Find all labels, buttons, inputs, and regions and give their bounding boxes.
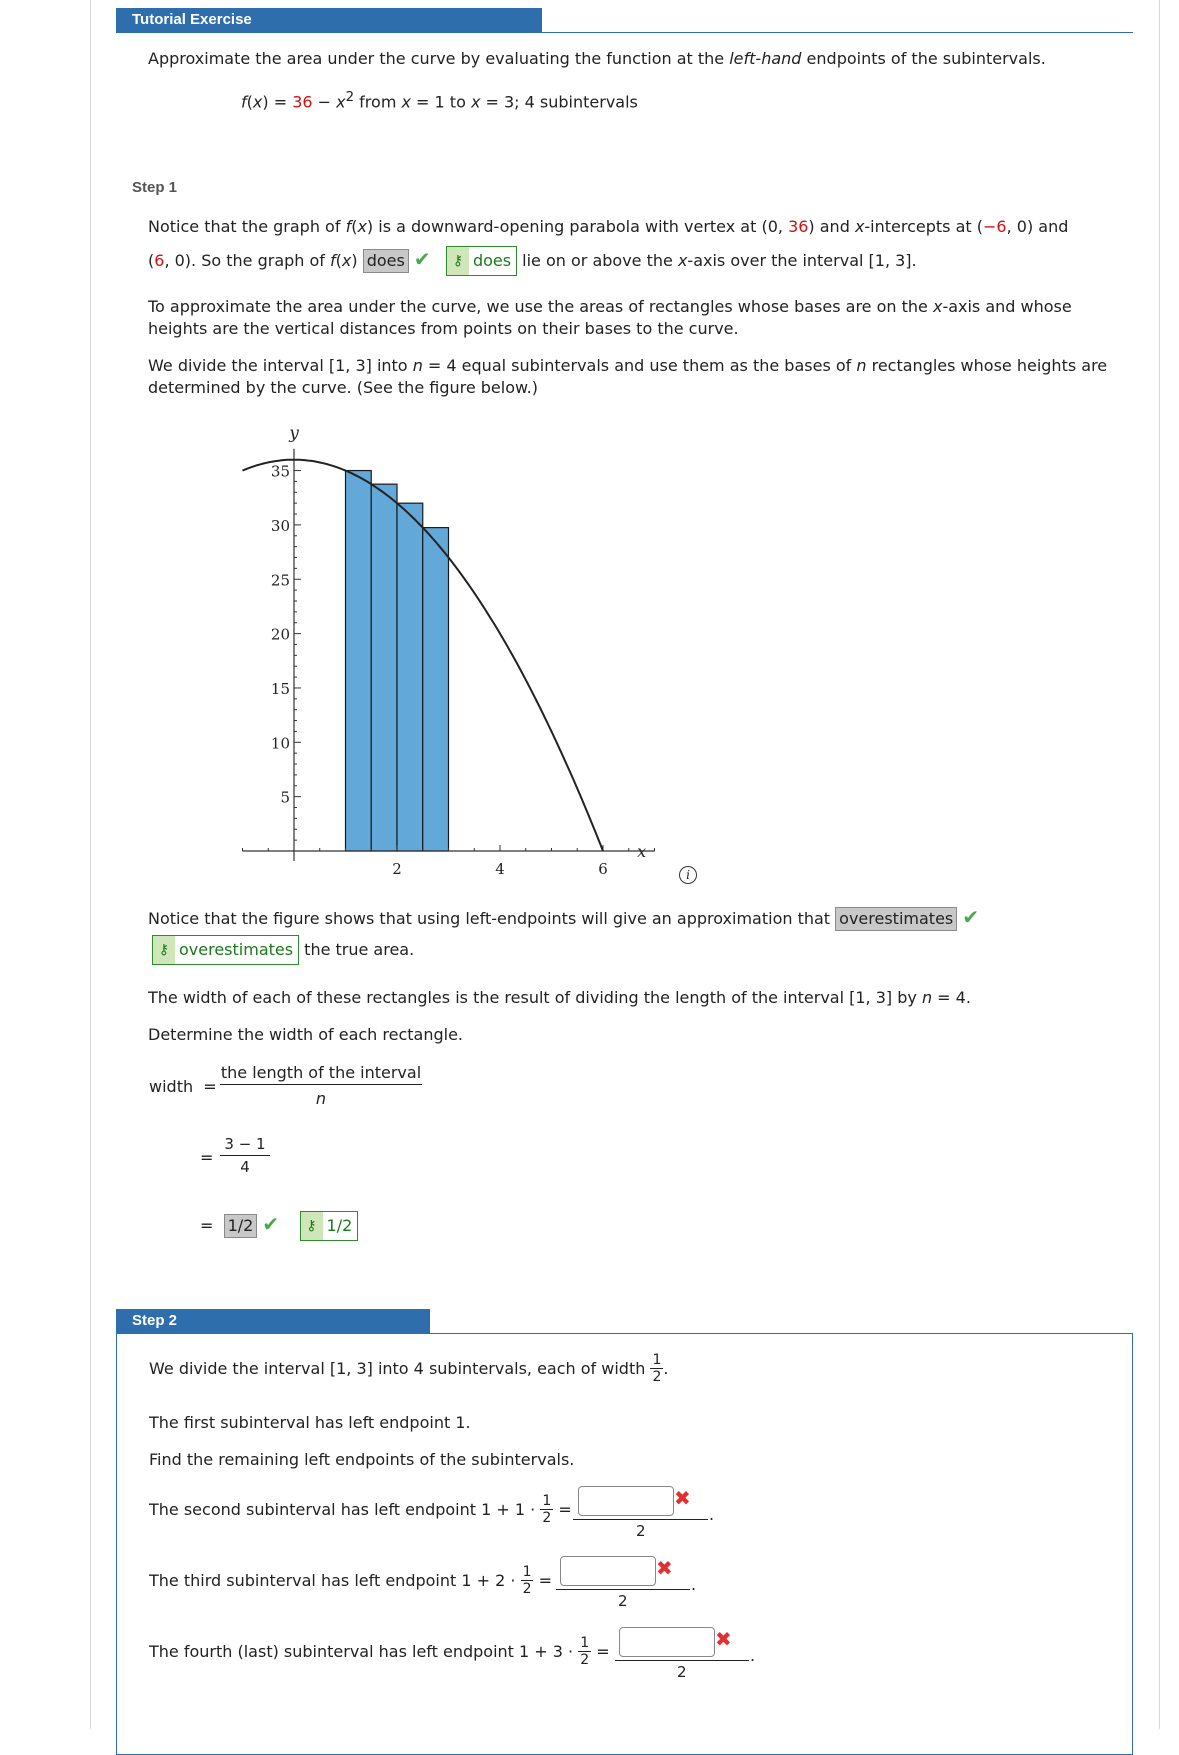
third-endpoint-text: The third subinterval has left endpoint 1 + 2 · $\frac{1}{2}$ = (149, 1564, 552, 1597)
second-period: . (709, 1505, 715, 1524)
step2-tab (116, 1309, 430, 1333)
width-eq-2: = (200, 1148, 214, 1167)
tutorial-exercise-tab (116, 8, 542, 32)
key-icon: ⚷ (447, 247, 469, 275)
y-tick-label: 5 (280, 788, 290, 807)
third-fraction-den: 2 (618, 1592, 628, 1610)
width-correct-answer: ⚷ 1/2 (300, 1211, 359, 1241)
checkmark-icon: ✔ (962, 905, 980, 929)
width-label: width = (149, 1077, 217, 1096)
step1-paragraph-1: Notice that the graph of f(x) is a downward-opening parabola with vertex at (0, 36) and x-intercepts at (−6, 0) and (148, 217, 1069, 236)
step1-label: Step 1 (132, 179, 178, 196)
second-endpoint-input[interactable] (578, 1486, 674, 1516)
third-period: . (691, 1575, 697, 1594)
problem-intro: Approximate the area under the curve by evaluating the function at the left-hand endpoints of the subintervals. (148, 49, 1046, 68)
fourth-endpoint-input[interactable] (619, 1627, 715, 1657)
step2-paragraph-3: Find the remaining left endpoints of the subintervals. (149, 1450, 575, 1469)
tutorial-exercise-title: Tutorial Exercise (132, 11, 252, 28)
width-half-fraction: $\frac{1}{2}$ (652, 1352, 662, 1385)
step1-paragraph-5b: ⚷ overestimates the true area. (152, 935, 414, 965)
fourth-fraction-bar (615, 1660, 749, 1661)
does-correct-answer: ⚷ does (446, 246, 517, 276)
checkmark-icon: ✔ (413, 247, 431, 271)
third-fraction-bar (556, 1589, 690, 1590)
step1-paragraph-2: (6, 0). So the graph of f(x) does ✔ ⚷ does lie on or above the x-axis over the interval [1, 3]. (148, 245, 917, 276)
y-tick-label: 10 (270, 734, 290, 753)
incorrect-x-icon: ✖ (656, 1556, 673, 1580)
step1-paragraph-3: To approximate the area under the curve, we use the areas of rectangles whose bases are on the x-axis and whose heights are the vertical distances from points on their bases to the curve. (148, 297, 1072, 338)
step2-box (116, 1333, 1133, 1755)
does-given-answer: does (363, 249, 409, 273)
step2-paragraph-2: The first subinterval has left endpoint 1. (149, 1413, 471, 1432)
step2-title: Step 2 (132, 1312, 178, 1329)
x-tick-label: 2 (392, 860, 402, 878)
riemann-sum-chart (230, 420, 690, 890)
key-icon: ⚷ (153, 936, 175, 964)
fourth-endpoint-text: The fourth (last) subinterval has left endpoint 1 + 3 · $\frac{1}{2}$ = (149, 1635, 610, 1668)
third-endpoint-input[interactable] (560, 1556, 656, 1586)
second-fraction-den: 2 (636, 1522, 646, 1540)
width-fraction-1: the length of the interval n (220, 1063, 422, 1108)
step1-paragraph-6: The width of each of these rectangles is the result of dividing the length of the interval [1, 3] by n = 4. (148, 988, 971, 1007)
y-tick-label: 30 (270, 516, 290, 535)
info-icon[interactable]: i (679, 866, 697, 884)
key-icon: ⚷ (301, 1212, 323, 1240)
y-tick-label: 15 (270, 679, 290, 698)
riemann-bar (423, 528, 449, 851)
overestimates-given-answer: overestimates (835, 907, 957, 931)
step1-paragraph-4: We divide the interval [1, 3] into n = 4 equal subintervals and use them as the bases of n rectangles whose heights are determined by the curve. (See the figure below.) (148, 356, 1108, 397)
x-tick-label: 4 (495, 860, 505, 878)
fourth-period: . (750, 1646, 756, 1665)
step1-paragraph-5: Notice that the figure shows that using left-endpoints will give an approximation that overestimates ✔ (148, 905, 980, 929)
incorrect-x-icon: ✖ (674, 1486, 691, 1510)
header-rule (116, 32, 1133, 33)
overestimates-correct-answer: ⚷ overestimates (152, 935, 299, 965)
width-result: = 1/2 ✔ ⚷ 1/2 (200, 1210, 358, 1241)
fourth-fraction-den: 2 (677, 1663, 687, 1681)
second-fraction-bar (573, 1519, 708, 1520)
width-fraction-2: 3 − 1 4 (220, 1135, 270, 1176)
x-axis-label: x (637, 842, 647, 861)
riemann-bar (346, 471, 372, 851)
step1-paragraph-7: Determine the width of each rectangle. (148, 1025, 464, 1044)
problem-function: $f(x) = 36 - x^2$ from x = 1 to x = 3; 4 subintervals (241, 90, 638, 112)
width-given-answer: 1/2 (224, 1214, 258, 1238)
x-tick-label: 6 (598, 860, 608, 878)
y-tick-label: 35 (270, 462, 290, 481)
y-axis-label: y (289, 423, 299, 444)
riemann-bar (397, 503, 423, 851)
y-tick-label: 20 (270, 625, 290, 644)
checkmark-icon: ✔ (262, 1212, 280, 1236)
y-tick-label: 25 (270, 571, 290, 590)
step2-paragraph-1: We divide the interval [1, 3] into 4 subintervals, each of width $\frac{1}{2}$ . (149, 1352, 669, 1385)
riemann-bar (371, 484, 397, 851)
second-endpoint-text: The second subinterval has left endpoint 1 + 1 · $\frac{1}{2}$ = (149, 1493, 572, 1526)
incorrect-x-icon: ✖ (715, 1627, 732, 1651)
